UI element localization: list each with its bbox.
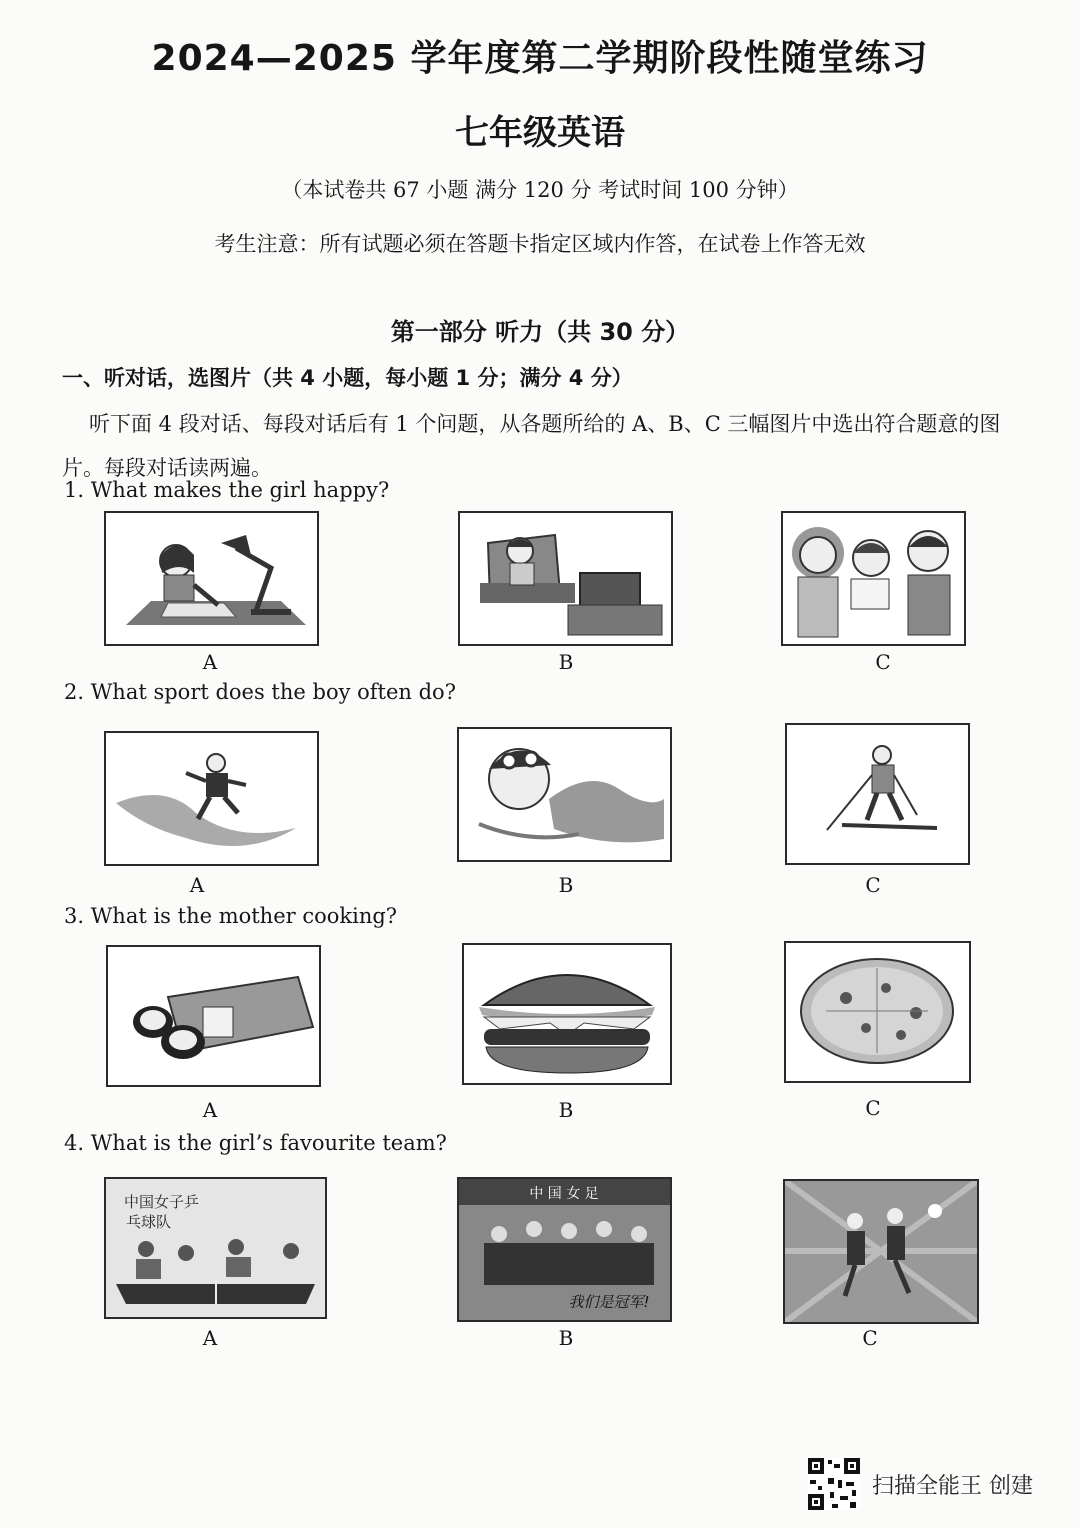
- skiing-man-illustration: [787, 725, 968, 863]
- q2-option-a-picture: [104, 731, 319, 866]
- q3-option-a-label: A: [202, 1098, 218, 1122]
- exam-subject: 七年级英语: [455, 113, 625, 153]
- q1-option-b-label: B: [558, 650, 574, 674]
- sushi-rolls-illustration: [108, 947, 319, 1085]
- exam-notice: 考生注意：所有试题必须在答题卡指定区域内作答，在试卷上作答无效: [214, 232, 866, 256]
- q1-option-a-picture: [104, 511, 319, 646]
- q4-option-c-picture: [783, 1179, 979, 1324]
- q4-option-b-picture: [457, 1177, 672, 1322]
- boy-in-armchair-illustration: [460, 513, 671, 644]
- q3-option-c-label: C: [865, 1096, 881, 1120]
- question-1: 1. What makes the girl happy?: [64, 478, 390, 502]
- pizza-illustration: [786, 943, 969, 1081]
- q4-b-banner: 中 国 女 足: [529, 1186, 599, 1202]
- q4-option-b-label: B: [558, 1326, 574, 1350]
- question-3: 3. What is the mother cooking?: [64, 904, 398, 928]
- exam-info: （本试卷共 67 小题 满分 120 分 考试时间 100 分钟）: [281, 178, 799, 202]
- section1-title: 一、听对话，选图片（共 4 小题，每小题 1 分；满分 4 分）: [62, 366, 633, 390]
- q4-a-caption-2: 乓球队: [126, 1213, 172, 1231]
- scanner-watermark-text: 扫描全能王 创建: [872, 1473, 1033, 1499]
- q4-b-slogan: 我们是冠军!: [568, 1293, 650, 1311]
- exam-title: 2024—2025 学年度第二学期阶段性随堂练习: [151, 38, 929, 79]
- q2-option-b-label: B: [558, 873, 574, 897]
- q1-option-c-label: C: [875, 650, 891, 674]
- q4-option-a-label: A: [202, 1326, 218, 1350]
- qr-code-icon: [808, 1458, 860, 1510]
- scanner-watermark: [808, 1458, 1033, 1510]
- q3-option-a-picture: [106, 945, 321, 1087]
- q1-option-c-picture: [781, 511, 966, 646]
- q2-option-c-label: C: [865, 873, 881, 897]
- skateboarding-boy-illustration: [106, 733, 317, 864]
- q3-option-c-picture: [784, 941, 971, 1083]
- swimming-boy-illustration: [459, 729, 670, 860]
- q4-a-caption-1: 中国女子乒: [124, 1193, 200, 1211]
- hamburger-illustration: [464, 945, 670, 1083]
- table-tennis-team-illustration: [106, 1179, 325, 1317]
- question-2: 2. What sport does the boy often do?: [64, 680, 456, 704]
- girl-studying-illustration: [106, 513, 317, 644]
- womens-football-team-illustration: [459, 1179, 670, 1320]
- q3-option-b-label: B: [558, 1098, 574, 1122]
- section1-instructions: 听下面 4 段对话、每段对话后有 1 个问题，从各题所给的 A、B、C 三幅图片中选出符合题意的图片。每段对话读两遍。: [62, 412, 1001, 480]
- q2-option-a-label: A: [189, 873, 205, 897]
- q3-option-b-picture: [462, 943, 672, 1085]
- q2-option-c-picture: [785, 723, 970, 865]
- question-4: 4. What is the girl’s favourite team?: [64, 1131, 447, 1155]
- family-together-illustration: [783, 513, 964, 644]
- q4-option-c-label: C: [862, 1326, 878, 1350]
- volleyball-players-illustration: [785, 1181, 977, 1322]
- part1-title: 第一部分 听力（共 30 分）: [390, 318, 690, 346]
- q2-option-b-picture: [457, 727, 672, 862]
- q1-option-b-picture: [458, 511, 673, 646]
- q4-option-a-picture: [104, 1177, 327, 1319]
- q1-option-a-label: A: [202, 650, 218, 674]
